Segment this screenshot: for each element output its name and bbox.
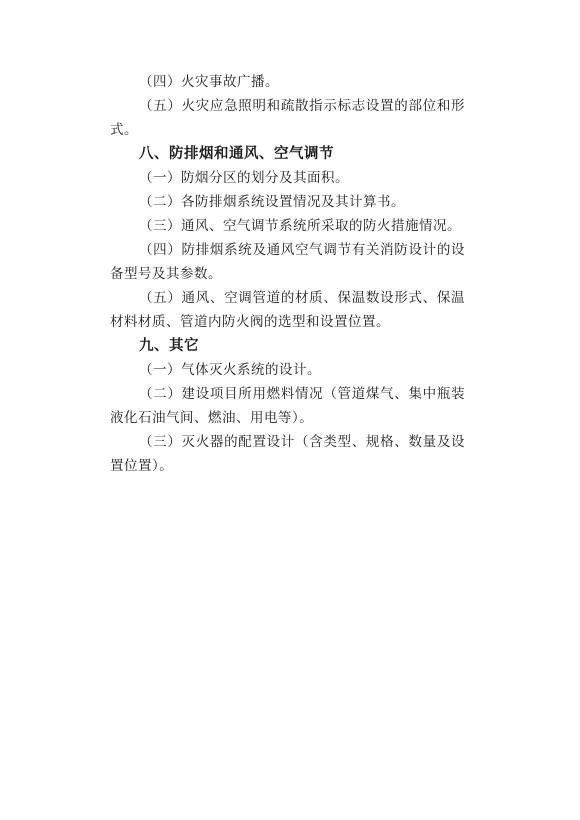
document-page (110, 70, 465, 478)
paragraph-item-2-fuel-usage: （二）建设项目所用燃料情况（管道煤气、集中瓶装液化石油气间、燃油、用电等）。 (110, 386, 465, 426)
section-heading-8: 八、防排烟和通风、空气调节 (139, 146, 334, 162)
section-heading-9: 九、其它 (139, 338, 199, 354)
paragraph-item-1-gas-extinguishing: （一）气体灭火系统的设计。 (139, 362, 321, 378)
paragraph-item-3-ventilation-measures: （三）通风、空气调节系统所采取的防火措施情况。 (139, 218, 461, 234)
paragraph-item-5-emergency-lighting: （五）火灾应急照明和疏散指示标志设置的部位和形式。 (110, 98, 465, 138)
paragraph-item-2-smoke-systems: （二）各防排烟系统设置情况及其计算书。 (139, 194, 405, 210)
paragraph-item-1-smoke-zones: （一）防烟分区的划分及其面积。 (139, 170, 349, 186)
paragraph-item-5-duct-materials: （五）通风、空调管道的材质、保温数设形式、保温材料材质、管道内防火阀的选型和设置位置。 (110, 290, 465, 330)
paragraph-item-4-equipment-models: （四）防排烟系统及通风空气调节有关消防设计的设备型号及其参数。 (110, 242, 465, 282)
paragraph-item-3-extinguishers: （三）灭火器的配置设计（含类型、规格、数量及设置位置）。 (110, 434, 465, 474)
paragraph-item-4-broadcast: （四）火灾事故广播。 (139, 74, 279, 90)
